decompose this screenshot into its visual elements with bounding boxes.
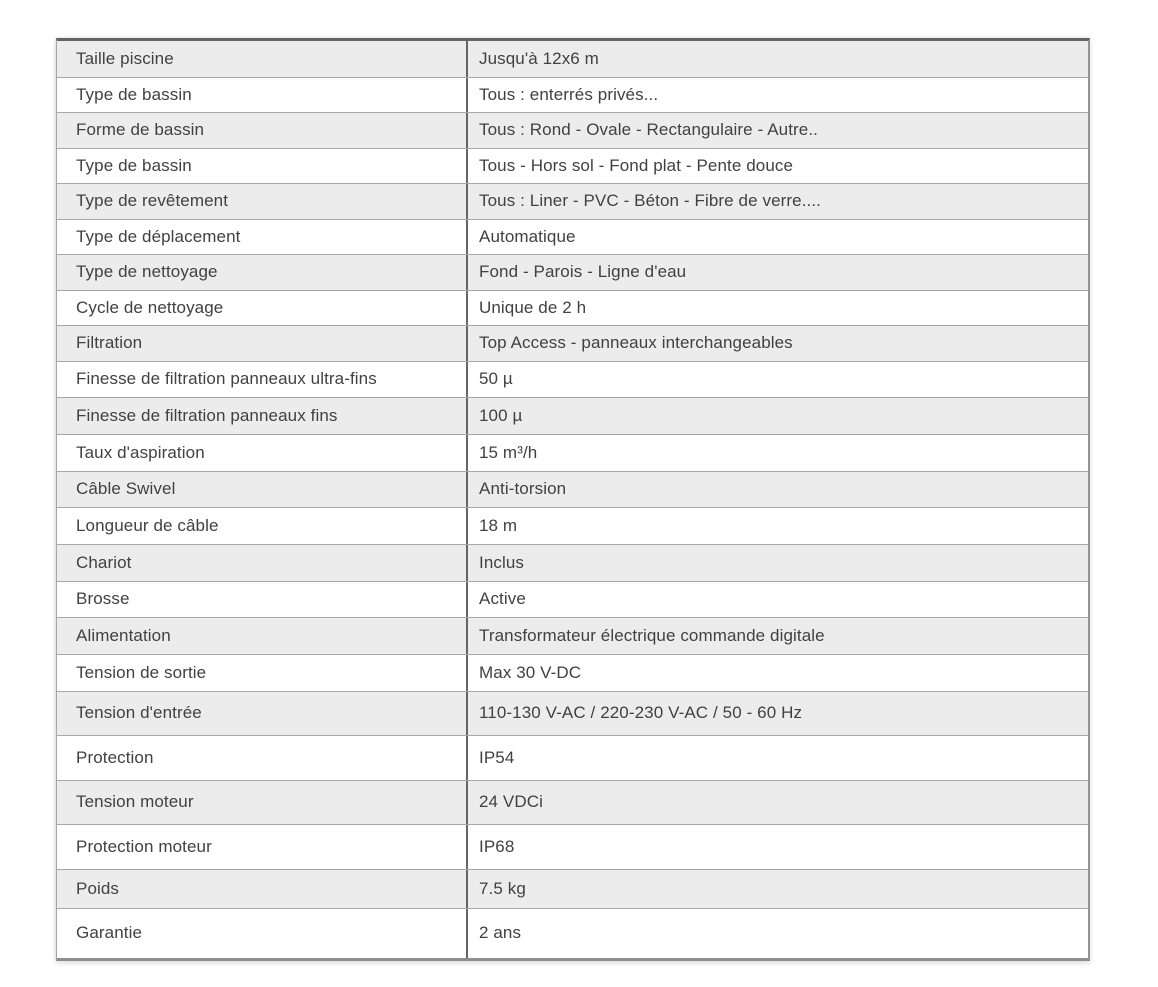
spec-label: Brosse bbox=[57, 582, 468, 618]
table-row bbox=[57, 544, 1088, 581]
spec-value: Top Access - panneaux interchangeables bbox=[479, 333, 793, 353]
table-row bbox=[57, 183, 1088, 219]
table-row bbox=[57, 780, 1088, 825]
spec-value: 2 ans bbox=[479, 923, 522, 943]
table-row bbox=[57, 908, 1088, 958]
spec-value: Unique de 2 h bbox=[479, 297, 587, 317]
spec-value: 110-130 V-AC / 220-230 V-AC / 50 - 60 Hz bbox=[479, 703, 803, 723]
spec-value: Active bbox=[479, 589, 526, 609]
spec-value: Jusqu'à 12x6 m bbox=[479, 48, 599, 68]
table-row bbox=[57, 691, 1088, 736]
spec-value: Max 30 V-DC bbox=[479, 662, 582, 682]
spec-value: Inclus bbox=[479, 552, 525, 572]
spec-label: Type de bassin bbox=[57, 149, 468, 184]
table-row bbox=[57, 735, 1088, 780]
spec-label: Type de revêtement bbox=[57, 184, 468, 219]
spec-value: Tous - Hors sol - Fond plat - Pente douce bbox=[479, 155, 794, 175]
table-row bbox=[57, 617, 1088, 654]
spec-value: Tous : Rond - Ovale - Rectangulaire - Autre.. bbox=[479, 120, 818, 140]
spec-label: Poids bbox=[57, 870, 468, 908]
table-row bbox=[57, 471, 1088, 508]
table-row bbox=[57, 148, 1088, 184]
spec-label: Taille piscine bbox=[57, 41, 468, 77]
spec-label: Protection bbox=[57, 736, 468, 780]
spec-label: Longueur de câble bbox=[57, 508, 468, 544]
spec-value: IP68 bbox=[479, 836, 515, 856]
spec-label: Tension de sortie bbox=[57, 655, 468, 691]
table-row bbox=[57, 869, 1088, 908]
spec-label: Tension d'entrée bbox=[57, 692, 468, 736]
spec-label: Finesse de filtration panneaux fins bbox=[57, 398, 468, 434]
table-row bbox=[57, 325, 1088, 361]
table-row bbox=[57, 41, 1088, 77]
table-row bbox=[57, 290, 1088, 326]
spec-value: 100 µ bbox=[479, 406, 523, 426]
table-row bbox=[57, 361, 1088, 398]
table-row bbox=[57, 219, 1088, 255]
spec-value: 15 m³/h bbox=[479, 442, 538, 462]
spec-label: Forme de bassin bbox=[57, 113, 468, 148]
spec-label: Protection moteur bbox=[57, 825, 468, 869]
spec-value: Anti-torsion bbox=[479, 479, 567, 499]
spec-label: Filtration bbox=[57, 326, 468, 361]
specifications-table bbox=[56, 38, 1090, 961]
spec-label: Garantie bbox=[57, 909, 468, 958]
spec-value: Tous : enterrés privés... bbox=[479, 84, 659, 104]
spec-label: Alimentation bbox=[57, 618, 468, 654]
spec-label: Chariot bbox=[57, 545, 468, 581]
table-row bbox=[57, 507, 1088, 544]
spec-value: 18 m bbox=[479, 516, 518, 536]
spec-value: 50 µ bbox=[479, 369, 513, 389]
spec-label: Taux d'aspiration bbox=[57, 435, 468, 471]
table-row bbox=[57, 77, 1088, 113]
spec-value: IP54 bbox=[479, 747, 515, 767]
spec-label: Cycle de nettoyage bbox=[57, 291, 468, 326]
spec-value: 7.5 kg bbox=[479, 878, 526, 898]
spec-label: Type de nettoyage bbox=[57, 255, 468, 290]
table-row bbox=[57, 397, 1088, 434]
spec-value: 24 VDCi bbox=[479, 792, 544, 812]
spec-value: Automatique bbox=[479, 226, 576, 246]
table-row bbox=[57, 581, 1088, 618]
spec-value: Fond - Parois - Ligne d'eau bbox=[479, 262, 687, 282]
spec-label: Type de déplacement bbox=[57, 220, 468, 255]
table-row bbox=[57, 254, 1088, 290]
spec-label: Câble Swivel bbox=[57, 472, 468, 508]
spec-value: Tous : Liner - PVC - Béton - Fibre de verre.... bbox=[479, 191, 821, 211]
table-row bbox=[57, 654, 1088, 691]
spec-label: Type de bassin bbox=[57, 78, 468, 113]
table-row bbox=[57, 824, 1088, 869]
spec-label: Tension moteur bbox=[57, 781, 468, 825]
table-row bbox=[57, 112, 1088, 148]
spec-label: Finesse de filtration panneaux ultra-fins bbox=[57, 362, 468, 398]
table-row bbox=[57, 434, 1088, 471]
spec-value: Transformateur électrique commande digitale bbox=[479, 626, 825, 646]
